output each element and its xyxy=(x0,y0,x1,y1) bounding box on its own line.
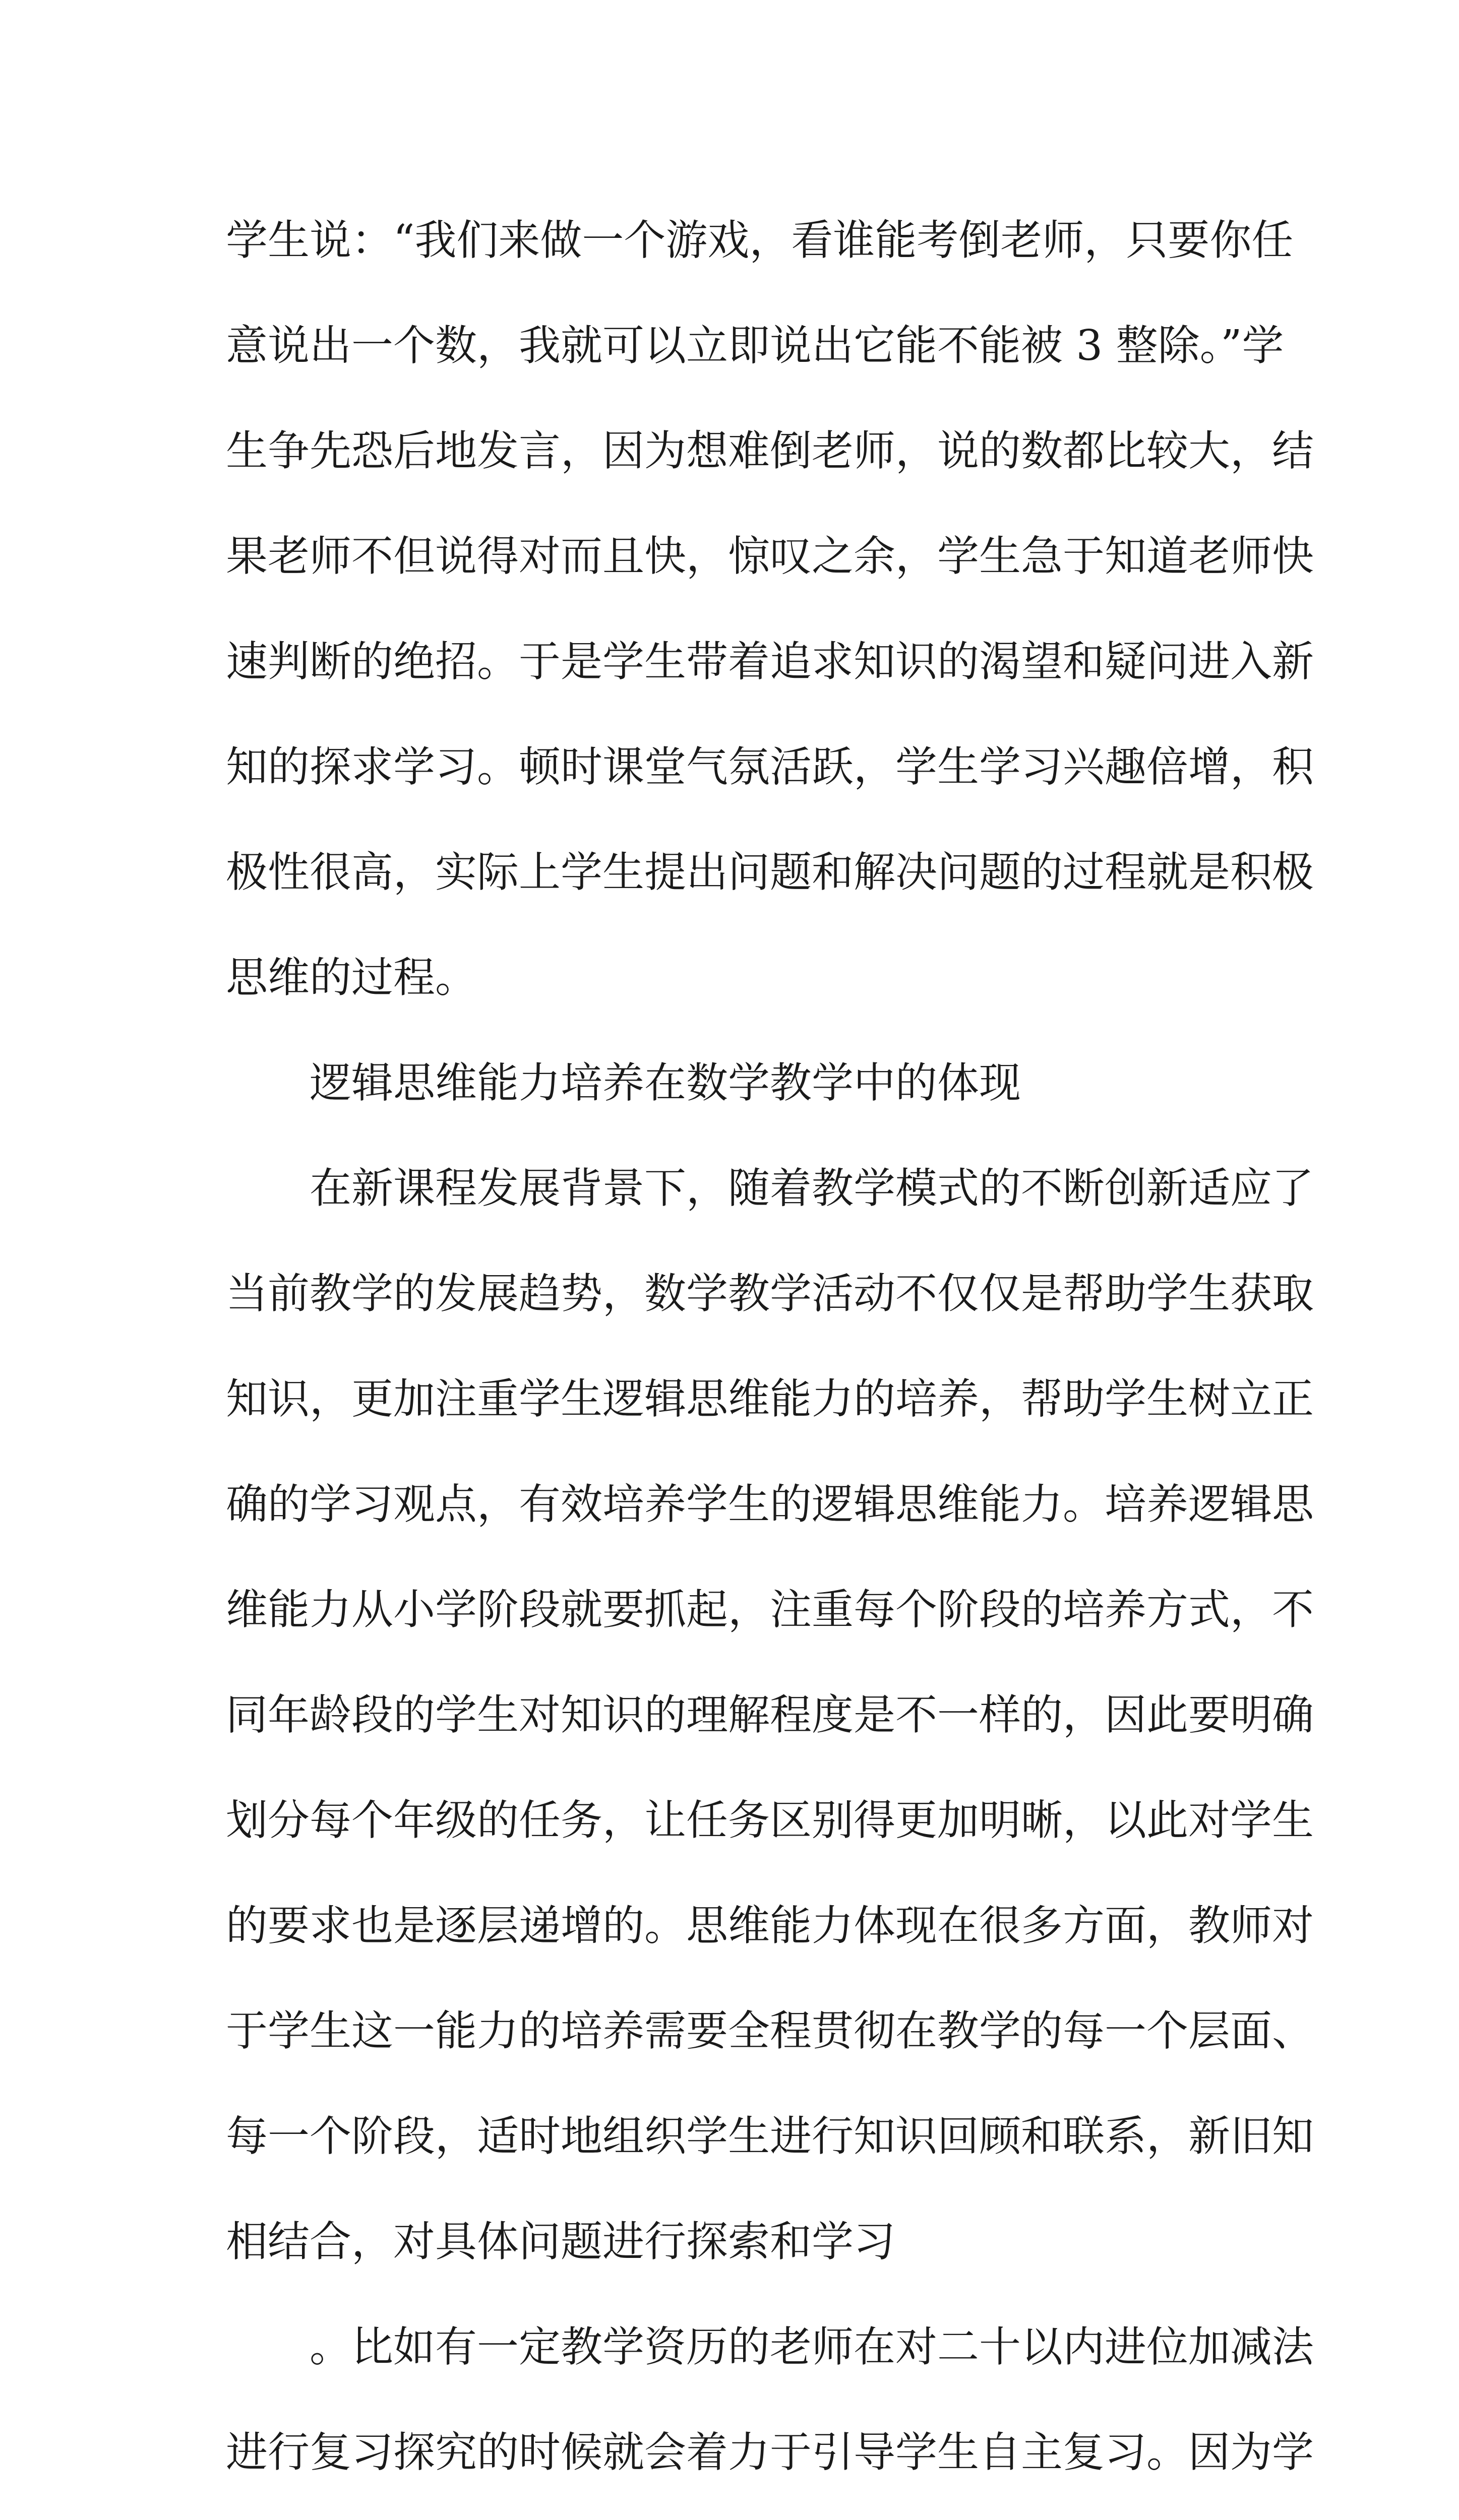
text-line: 进行复习探究的时候就会着力于引导学生自主复习。因为学 xyxy=(226,2428,1314,2477)
text-line: 学生说：“我们来做一个游戏，看谁能考倒老师，只要你任 xyxy=(226,216,1294,265)
text-line: 当前教学的发展趋势，数学教学活动不仅仅是帮助学生获取 xyxy=(226,1269,1314,1318)
text-line: 思维的过程。 xyxy=(226,953,477,1002)
text-line: 划分每个年级的任务，让任务区别得更加明晰，以此对学生 xyxy=(226,1796,1314,1845)
text-line: 。比如有一定教学资历的老师在对二十以内进位加减法 xyxy=(310,2322,1314,2371)
text-line: 相结合，对具体问题进行探索和学习 xyxy=(226,2217,895,2266)
text-line: 速判断的绝招。于是学生带着追求知识的渴望和疑问进入新 xyxy=(226,637,1314,686)
text-line: 果老师不但说得对而且快，惊叹之余，学生急于知道老师快 xyxy=(226,532,1314,581)
text-line: 确的学习观点，有效培养学生的逻辑思维能力。培养逻辑思 xyxy=(226,1480,1314,1529)
text-line: 每一个阶段，适时地组织学生进行知识回顾和联系，新旧知 xyxy=(226,2112,1314,2161)
text-line: 意说出一个数，我就可以立即说出它能不能被 3 整除。”学 xyxy=(226,321,1284,370)
text-line: 知识，更加注重学生逻辑思维能力的培养，帮助学生树立正 xyxy=(226,1374,1314,1423)
body-text xyxy=(226,187,1314,2520)
text-line: 于学生这一能力的培养需要全程贯彻在教学的每一个层面、 xyxy=(226,2006,1314,2055)
text-line: 极性很高，实际上学生提出问题和解决问题的过程就是积极 xyxy=(226,848,1314,897)
text-line: 知的探求学习。顿时课堂气氛活跃，学生学习兴趣倍增，积 xyxy=(226,742,1314,791)
text-line: 同年龄段的学生对知识的理解程度是不一样的，因此要明确 xyxy=(226,1690,1314,1739)
text-line xyxy=(226,2505,1239,2520)
text-line: 维能力从小学阶段就要抓起，注重每个阶段的培养方式，不 xyxy=(226,1585,1314,1634)
text-line: 生争先恐后地发言，因为想难倒老师，说的数都比较大，结 xyxy=(226,426,1314,475)
text-line: 在新课程发展背景下，随着教学模式的不断创新适应了 xyxy=(310,1164,1314,1213)
section-heading: 逻辑思维能力培养在数学教学中的体现 xyxy=(310,1058,1021,1107)
text-line: 的要求也是逐层递增的。思维能力体现在很多方面，教师对 xyxy=(226,1901,1314,1950)
